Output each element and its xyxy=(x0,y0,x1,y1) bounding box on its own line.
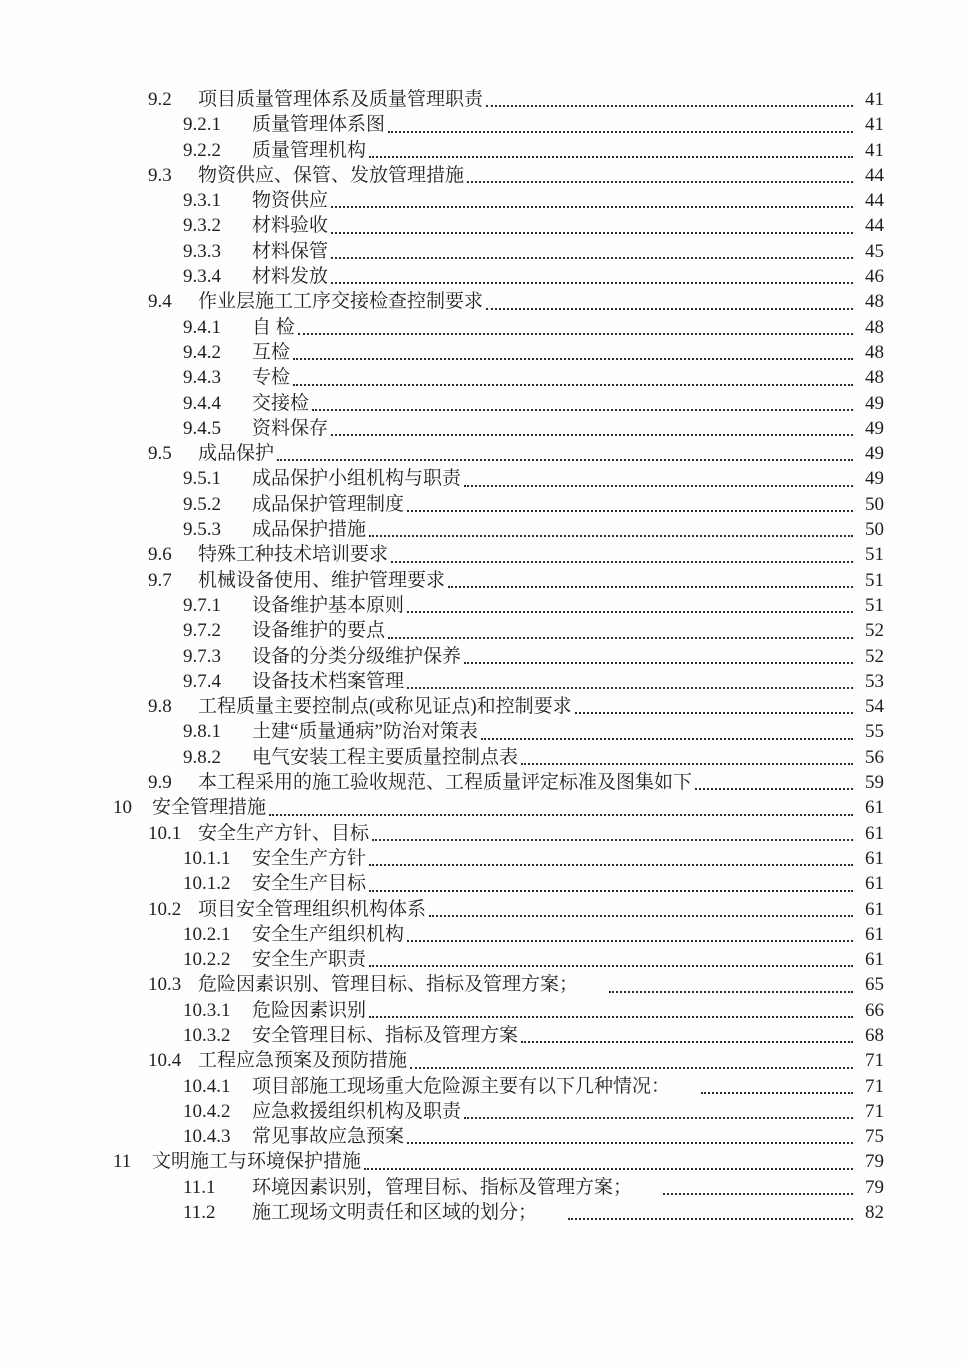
toc-entry[interactable] xyxy=(113,340,884,365)
toc-entry[interactable] xyxy=(113,972,884,997)
toc-entry-page: 71 xyxy=(865,1050,884,1072)
toc-entry-page: 68 xyxy=(865,1024,884,1046)
toc-entry-page: 55 xyxy=(865,721,884,743)
toc-entry-page: 61 xyxy=(865,797,884,819)
toc-entry-number: 10.4.3 xyxy=(183,1126,231,1148)
toc-entry-number: 9.7.3 xyxy=(183,645,221,667)
dotted-leader xyxy=(701,1074,853,1094)
toc-entry-number: 9.2.2 xyxy=(183,139,221,161)
dotted-leader xyxy=(369,998,853,1018)
toc-entry-number: 9.8.1 xyxy=(183,721,221,743)
toc-entry-title: 特殊工种技术培训要求 xyxy=(198,544,389,566)
toc-entry-title: 自 检 xyxy=(252,316,295,338)
toc-entry-page: 75 xyxy=(865,1126,884,1148)
toc-entry-title: 物资供应 xyxy=(252,190,329,212)
toc-entry[interactable] xyxy=(113,289,884,314)
toc-entry-number: 9.4.4 xyxy=(183,392,221,414)
toc-entry[interactable] xyxy=(113,315,884,340)
toc-entry-title: 项目部施工现场重大危险源主要有以下几种情况： xyxy=(252,1075,671,1097)
toc-entry-number: 9.4.5 xyxy=(183,417,221,439)
toc-list xyxy=(113,87,884,1225)
dotted-leader xyxy=(331,264,853,284)
toc-entry[interactable] xyxy=(113,871,884,896)
dotted-leader xyxy=(369,138,853,158)
toc-entry-number: 9.3.1 xyxy=(183,190,221,212)
toc-entry[interactable] xyxy=(113,568,884,593)
dotted-leader xyxy=(331,188,853,208)
toc-entry-page: 82 xyxy=(865,1202,884,1224)
toc-entry-title: 材料验收 xyxy=(252,215,329,237)
toc-entry-page: 49 xyxy=(865,443,884,465)
toc-entry-title: 本工程采用的施工验收规范、工程质量评定标准及图集如下 xyxy=(198,772,693,794)
toc-entry-title: 危险因素识别 xyxy=(252,999,367,1021)
toc-entry[interactable] xyxy=(113,719,884,744)
toc-entry-title: 土建“质量通病”防治对策表 xyxy=(252,721,478,743)
toc-entry-number: 10.3.1 xyxy=(183,999,231,1021)
dotted-leader xyxy=(486,87,853,107)
toc-entry-page: 59 xyxy=(865,772,884,794)
toc-entry[interactable] xyxy=(113,542,884,567)
toc-entry-number: 9.5.3 xyxy=(183,519,221,541)
toc-entry-title: 电气安装工程主要质量控制点表 xyxy=(252,746,519,768)
toc-entry[interactable] xyxy=(113,1074,884,1099)
toc-entry-page: 66 xyxy=(865,999,884,1021)
toc-entry-page: 61 xyxy=(865,822,884,844)
toc-entry-title: 成品保护小组机构与职责 xyxy=(252,468,462,490)
toc-entry-title: 物资供应、保管、发放管理措施 xyxy=(198,164,465,186)
toc-entry-title: 作业层施工工序交接检查控制要求 xyxy=(198,291,484,313)
dotted-leader xyxy=(695,770,853,790)
toc-entry-number: 9.4.1 xyxy=(183,316,221,338)
toc-entry[interactable] xyxy=(113,745,884,770)
toc-entry-number: 10.2.2 xyxy=(183,949,231,971)
toc-entry-page: 48 xyxy=(865,291,884,313)
toc-entry[interactable] xyxy=(113,897,884,922)
toc-entry[interactable] xyxy=(113,644,884,669)
toc-entry-title: 安全生产方针 xyxy=(252,847,367,869)
toc-entry-title: 文明施工与环境保护措施 xyxy=(152,1151,362,1173)
toc-entry-page: 52 xyxy=(865,620,884,642)
dotted-leader xyxy=(407,922,853,942)
dotted-leader xyxy=(369,947,853,967)
toc-entry[interactable] xyxy=(113,1023,884,1048)
toc-entry-page: 54 xyxy=(865,696,884,718)
toc-entry[interactable] xyxy=(113,1048,884,1073)
toc-entry-number: 9.7 xyxy=(148,569,172,591)
toc-entry-title: 应急救援组织机构及职责 xyxy=(252,1100,462,1122)
dotted-leader xyxy=(372,821,853,841)
toc-entry-title: 材料保管 xyxy=(252,240,329,262)
toc-entry[interactable] xyxy=(113,1149,884,1174)
toc-entry-title: 危险因素识别、管理目标、指标及管理方案； xyxy=(198,974,579,996)
dotted-leader xyxy=(369,517,853,537)
toc-entry-title: 环境因素识别，管理目标、指标及管理方案； xyxy=(252,1176,633,1198)
dotted-leader xyxy=(663,1175,853,1195)
toc-entry-page: 79 xyxy=(865,1176,884,1198)
toc-entry[interactable] xyxy=(113,593,884,618)
toc-entry[interactable] xyxy=(113,947,884,972)
toc-entry-number: 10.4.1 xyxy=(183,1075,231,1097)
toc-entry-page: 52 xyxy=(865,645,884,667)
toc-entry-page: 44 xyxy=(865,190,884,212)
toc-entry-page: 41 xyxy=(865,139,884,161)
toc-entry-title: 安全管理目标、指标及管理方案 xyxy=(252,1024,519,1046)
toc-entry-number: 9.5.2 xyxy=(183,493,221,515)
toc-entry[interactable] xyxy=(113,264,884,289)
toc-entry-page: 44 xyxy=(865,164,884,186)
toc-entry-page: 48 xyxy=(865,341,884,363)
toc-entry[interactable] xyxy=(113,1099,884,1124)
toc-entry-number: 9.6 xyxy=(148,544,172,566)
toc-entry-page: 45 xyxy=(865,240,884,262)
toc-entry-page: 61 xyxy=(865,949,884,971)
toc-entry-number: 10.4 xyxy=(148,1050,182,1072)
toc-entry-title: 施工现场文明责任和区域的划分； xyxy=(252,1202,538,1224)
dotted-leader xyxy=(331,239,853,259)
toc-entry[interactable] xyxy=(113,492,884,517)
toc-entry[interactable] xyxy=(113,239,884,264)
dotted-leader xyxy=(388,618,853,638)
toc-entry-page: 65 xyxy=(865,974,884,996)
toc-entry[interactable] xyxy=(113,365,884,390)
dotted-leader xyxy=(464,466,853,486)
toc-entry[interactable] xyxy=(113,795,884,820)
dotted-leader xyxy=(293,365,853,385)
toc-entry-title: 工程应急预案及预防措施 xyxy=(198,1050,408,1072)
toc-entry[interactable] xyxy=(113,163,884,188)
toc-entry[interactable] xyxy=(113,416,884,441)
toc-entry[interactable] xyxy=(113,618,884,643)
toc-entry[interactable] xyxy=(113,770,884,795)
toc-entry-number: 9.8.2 xyxy=(183,746,221,768)
dotted-leader xyxy=(486,289,853,309)
dotted-leader xyxy=(407,492,853,512)
toc-entry-page: 71 xyxy=(865,1100,884,1122)
toc-entry[interactable] xyxy=(113,694,884,719)
toc-entry-title: 安全管理措施 xyxy=(152,797,267,819)
toc-entry-title: 设备的分类分级维护保养 xyxy=(252,645,462,667)
dotted-leader xyxy=(391,542,853,562)
toc-entry-number: 9.3.3 xyxy=(183,240,221,262)
toc-entry-title: 安全生产方针、目标 xyxy=(198,822,370,844)
toc-entry-title: 机械设备使用、维护管理要求 xyxy=(198,569,446,591)
toc-entry-number: 10.1 xyxy=(148,822,182,844)
toc-entry-number: 9.3.4 xyxy=(183,266,221,288)
toc-entry-title: 互检 xyxy=(252,341,291,363)
toc-entry-page: 79 xyxy=(865,1151,884,1173)
dotted-leader xyxy=(609,972,853,992)
toc-entry-page: 71 xyxy=(865,1075,884,1097)
toc-entry[interactable] xyxy=(113,138,884,163)
toc-entry-number: 10.2 xyxy=(148,898,182,920)
toc-entry-page: 46 xyxy=(865,266,884,288)
dotted-leader xyxy=(521,1023,853,1043)
toc-entry[interactable] xyxy=(113,669,884,694)
dotted-leader xyxy=(331,416,853,436)
toc-entry-number: 10.2.1 xyxy=(183,923,231,945)
toc-entry-title: 专检 xyxy=(252,367,291,389)
toc-entry-page: 61 xyxy=(865,847,884,869)
dotted-leader xyxy=(364,1149,853,1169)
dotted-leader xyxy=(410,1048,853,1068)
dotted-leader xyxy=(312,391,853,411)
toc-entry-title: 安全生产职责 xyxy=(252,949,367,971)
toc-entry-number: 9.8 xyxy=(148,696,172,718)
toc-entry-number: 9.3 xyxy=(148,164,172,186)
dotted-leader xyxy=(521,745,853,765)
dotted-leader xyxy=(407,669,853,689)
toc-entry-title: 质量管理体系图 xyxy=(252,114,386,136)
toc-entry[interactable] xyxy=(113,213,884,238)
toc-entry[interactable] xyxy=(113,87,884,112)
dotted-leader xyxy=(481,719,853,739)
toc-entry-number: 10.3.2 xyxy=(183,1024,231,1046)
toc-entry[interactable] xyxy=(113,821,884,846)
toc-entry-page: 50 xyxy=(865,519,884,541)
toc-entry-number: 10.1.1 xyxy=(183,847,231,869)
toc-entry-number: 10.1.2 xyxy=(183,873,231,895)
toc-entry-page: 48 xyxy=(865,316,884,338)
toc-entry-number: 10 xyxy=(113,797,132,819)
toc-entry-page: 49 xyxy=(865,392,884,414)
toc-entry[interactable] xyxy=(113,1200,884,1225)
toc-entry-page: 48 xyxy=(865,367,884,389)
toc-entry-title: 设备维护的要点 xyxy=(252,620,386,642)
toc-entry-number: 9.5.1 xyxy=(183,468,221,490)
dotted-leader xyxy=(369,871,853,891)
dotted-leader xyxy=(369,846,853,866)
toc-entry-title: 成品保护措施 xyxy=(252,519,367,541)
dotted-leader xyxy=(464,1099,853,1119)
toc-entry[interactable] xyxy=(113,1124,884,1149)
toc-entry-title: 资料保存 xyxy=(252,417,329,439)
toc-entry-number: 9.7.1 xyxy=(183,594,221,616)
toc-entry[interactable] xyxy=(113,1175,884,1200)
toc-entry[interactable] xyxy=(113,466,884,491)
dotted-leader xyxy=(277,441,853,461)
toc-entry[interactable] xyxy=(113,922,884,947)
dotted-leader xyxy=(331,213,853,233)
toc-entry-page: 61 xyxy=(865,873,884,895)
toc-entry-page: 51 xyxy=(865,569,884,591)
toc-entry-number: 11 xyxy=(113,1151,132,1173)
toc-entry-number: 9.2.1 xyxy=(183,114,221,136)
toc-entry-page: 41 xyxy=(865,114,884,136)
toc-entry[interactable] xyxy=(113,517,884,542)
toc-entry-page: 53 xyxy=(865,670,884,692)
toc-entry-number: 11.2 xyxy=(183,1202,216,1224)
toc-entry-page: 61 xyxy=(865,923,884,945)
toc-entry-title: 成品保护管理制度 xyxy=(252,493,405,515)
toc-entry-title: 材料发放 xyxy=(252,266,329,288)
toc-entry-title: 成品保护 xyxy=(198,443,275,465)
toc-entry-number: 10.3 xyxy=(148,974,182,996)
toc-entry-title: 安全生产组织机构 xyxy=(252,923,405,945)
toc-entry-page: 51 xyxy=(865,594,884,616)
toc-entry-number: 9.4 xyxy=(148,291,172,313)
toc-entry-title: 交接检 xyxy=(252,392,310,414)
toc-entry[interactable] xyxy=(113,998,884,1023)
dotted-leader xyxy=(388,112,853,132)
toc-entry-number: 9.3.2 xyxy=(183,215,221,237)
toc-entry-title: 常见事故应急预案 xyxy=(252,1126,405,1148)
toc-entry-page: 41 xyxy=(865,89,884,110)
toc-entry-page: 50 xyxy=(865,493,884,515)
toc-entry-page: 56 xyxy=(865,746,884,768)
toc-entry[interactable] xyxy=(113,188,884,213)
toc-entry-title: 设备维护基本原则 xyxy=(252,594,405,616)
toc-entry-page: 61 xyxy=(865,898,884,920)
toc-entry-number: 10.4.2 xyxy=(183,1100,231,1122)
toc-entry-number: 9.5 xyxy=(148,443,172,465)
dotted-leader xyxy=(407,593,853,613)
dotted-leader xyxy=(298,315,853,335)
toc-entry-title: 项目质量管理体系及质量管理职责 xyxy=(198,89,484,110)
toc-entry-title: 质量管理机构 xyxy=(252,139,367,161)
toc-entry-number: 9.9 xyxy=(148,772,172,794)
toc-entry-number: 9.7.2 xyxy=(183,620,221,642)
dotted-leader xyxy=(575,694,853,714)
toc-entry[interactable] xyxy=(113,112,884,137)
toc-entry-number: 9.2 xyxy=(148,89,172,110)
dotted-leader xyxy=(448,568,853,588)
toc-entry-number: 9.7.4 xyxy=(183,670,221,692)
toc-entry-page: 49 xyxy=(865,417,884,439)
dotted-leader xyxy=(467,163,853,183)
dotted-leader xyxy=(568,1200,853,1220)
toc-entry-title: 项目安全管理组织机构体系 xyxy=(198,898,427,920)
dotted-leader xyxy=(269,795,853,815)
toc-entry-page: 51 xyxy=(865,544,884,566)
dotted-leader xyxy=(464,644,853,664)
toc-entry[interactable] xyxy=(113,441,884,466)
toc-entry-number: 9.4.2 xyxy=(183,341,221,363)
toc-entry-title: 安全生产目标 xyxy=(252,873,367,895)
toc-entry-page: 49 xyxy=(865,468,884,490)
toc-entry[interactable] xyxy=(113,846,884,871)
toc-entry-title: 工程质量主要控制点(或称见证点)和控制要求 xyxy=(198,696,572,718)
toc-entry[interactable] xyxy=(113,391,884,416)
dotted-leader xyxy=(429,897,853,917)
dotted-leader xyxy=(293,340,853,360)
toc-entry-number: 11.1 xyxy=(183,1176,216,1198)
dotted-leader xyxy=(407,1124,853,1144)
toc-entry-number: 9.4.3 xyxy=(183,367,221,389)
toc-entry-title: 设备技术档案管理 xyxy=(252,670,405,692)
toc-entry-page: 44 xyxy=(865,215,884,237)
